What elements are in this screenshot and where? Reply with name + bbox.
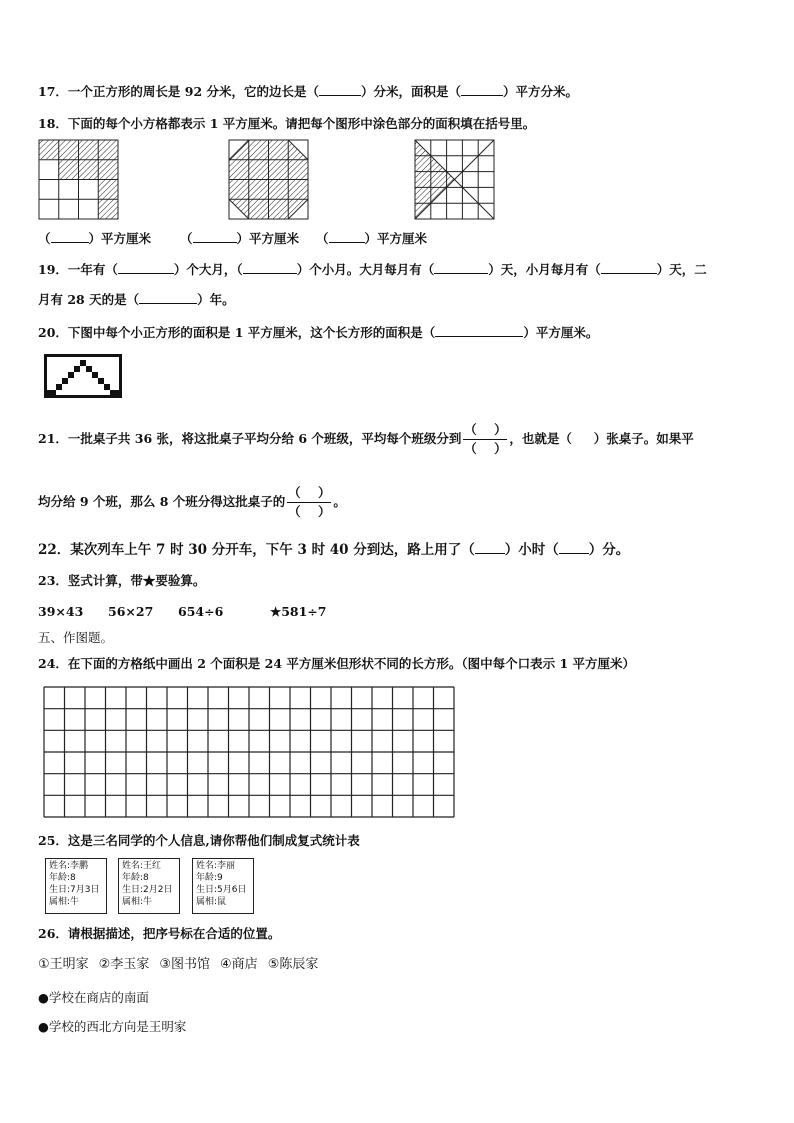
question-19-line-2: 月有 28 天的是（ ）年。 (38, 292, 235, 307)
question-22: 22．某次列车上午 7 时 30 分开车，下午 3 时 40 分到达，路上用了（ ）小时（ ）分。 (38, 542, 630, 558)
answer-blank[interactable] (51, 230, 89, 243)
answer-blank[interactable] (139, 291, 197, 304)
question-24: 24．在下面的方格纸中画出 2 个面积是 24 平方厘米但形状不同的长方形。（图中每个口表示 1 平方厘米） (38, 656, 636, 671)
card-zodiac: 属相:牛 (122, 897, 153, 907)
place-item: ⑤陈辰家 (267, 957, 319, 972)
answer-blank[interactable] (319, 83, 361, 96)
calc-item: 39×43 (38, 604, 84, 619)
card-birthday: 生日:2月2日 (122, 885, 173, 895)
shaded-region (415, 140, 455, 219)
graph-paper-grid[interactable] (43, 686, 457, 820)
question-23: 23．竖式计算，带★要验算。 (38, 573, 206, 588)
card-birthday: 生日:5月6日 (196, 885, 247, 895)
question-17: 17．一个正方形的周长是 92 分米，它的边长是（ ）分米，面积是（ ）平方分米。 (38, 84, 579, 99)
card-age: 年龄:8 (49, 873, 76, 883)
card-name: 姓名:李丽 (196, 861, 236, 871)
figure-1-grid (38, 139, 120, 221)
card-zodiac: 属相:牛 (49, 897, 80, 907)
fraction-blank[interactable]: $\frac{( )}{( )}$ (464, 422, 507, 456)
clue-1: ●学校在商店的南面 (38, 990, 149, 1005)
figure-2-answer: （ ）平方厘米 (180, 231, 300, 246)
places-list (38, 957, 318, 973)
question-26: 26．请根据描述，把序号标在合适的位置。 (38, 926, 281, 941)
figure-3-answer: （ ）平方厘米 (316, 231, 428, 246)
card-age: 年龄:8 (122, 873, 149, 883)
answer-blank[interactable] (329, 230, 365, 243)
answer-blank[interactable] (193, 230, 237, 243)
card-age: 年龄:9 (196, 873, 223, 883)
question-21-line-2: 均分给 9 个班，那么 8 个班分得这批桌子的 $\frac{( )}{( )}$ 。 (38, 485, 346, 519)
card-name: 姓名:李鹏 (49, 861, 89, 871)
q20-rectangle-figure (44, 354, 122, 398)
answer-blank[interactable] (559, 541, 589, 554)
calc-item: 654÷6 (178, 604, 224, 619)
calc-item: 56×27 (108, 604, 154, 619)
question-21-line-1: 21．一批桌子共 36 张，将这批桌子平均分给 6 个班级，平均每个班级分到 $\frac{( )}{( )}$ ，也就是（ ）张桌子。如果平 (38, 422, 694, 456)
question-18: 18．下面的每个小方格都表示 1 平方厘米。请把每个图形中涂色部分的面积填在括号里。 (38, 116, 536, 131)
place-item: ④商店 (220, 957, 258, 972)
question-20: 20．下图中每个小正方形的面积是 1 平方厘米，这个长方形的面积是（ ）平方厘米。 (38, 325, 599, 340)
q23-items (38, 604, 326, 620)
card-zodiac: 属相:鼠 (196, 897, 227, 907)
place-item: ③图书馆 (159, 957, 211, 972)
question-25: 25．这是三名同学的个人信息,请你帮他们制成复式统计表 (38, 833, 360, 848)
answer-blank[interactable] (601, 261, 657, 274)
answer-blank[interactable] (461, 83, 503, 96)
figure-3-grid (414, 139, 496, 221)
place-item: ②李玉家 (98, 957, 150, 972)
answer-blank[interactable] (434, 261, 488, 274)
figure-2-grid (228, 139, 310, 221)
fraction-blank[interactable]: $\frac{( )}{( )}$ (288, 485, 331, 519)
card-name: 姓名:王红 (122, 861, 162, 871)
section-title: 五、作图题。 (38, 630, 114, 645)
answer-blank[interactable] (475, 541, 505, 554)
clue-2: ●学校的西北方向是王明家 (38, 1019, 187, 1034)
figure-1-answer: （ ）平方厘米 (38, 231, 152, 246)
answer-blank[interactable] (435, 324, 523, 337)
place-item: ①王明家 (38, 957, 89, 972)
student-card-2 (118, 858, 180, 914)
student-card-3 (192, 858, 254, 914)
student-card-1 (45, 858, 107, 914)
answer-blank[interactable] (243, 261, 297, 274)
question-19-line-1: 19．一年有（ ）个大月，（ ）个小月。大月每月有（ ）天，小月每月有（ ）天，二 (38, 262, 707, 277)
calc-item: ★581÷7 (270, 604, 327, 619)
answer-blank[interactable] (118, 261, 174, 274)
card-birthday: 生日:7月3日 (49, 885, 100, 895)
